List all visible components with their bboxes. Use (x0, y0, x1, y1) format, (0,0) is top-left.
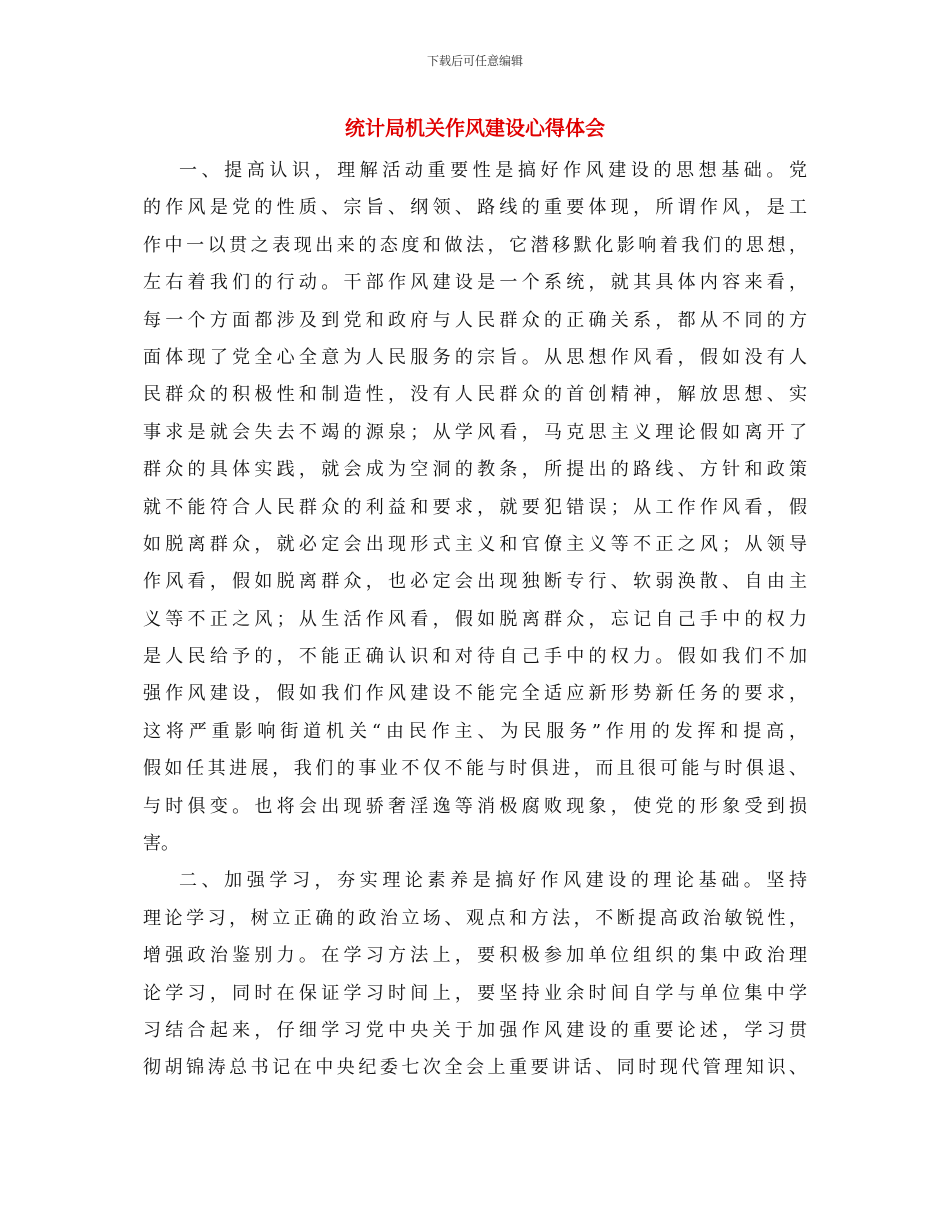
text-line: 理论学习，树立正确的政治立场、观点和方法，不断提高政治敏锐性， (143, 907, 807, 929)
text-line: 作中一以贯之表现出来的态度和做法，它潜移默化影响着我们的思想， (143, 234, 807, 256)
text-line: 习结合起来，仔细学习党中央关于加强作风建设的重要论述，学习贯 (143, 1019, 807, 1041)
document-body (143, 152, 807, 1087)
text-line: 义等不正之风；从生活作风看，假如脱离群众，忘记自己手中的权力 (143, 608, 807, 630)
text-line: 论学习，同时在保证学习时间上，要坚持业余时间自学与单位集中学 (143, 982, 807, 1004)
text-line: 如脱离群众，就必定会出现形式主义和官僚主义等不正之风；从领导 (143, 533, 807, 555)
text-line: 左右着我们的行动。干部作风建设是一个系统，就其具体内容来看， (143, 272, 807, 294)
text-line: 事求是就会失去不竭的源泉；从学风看，马克思主义理论假如离开了 (143, 421, 807, 443)
text-line: 这将严重影响街道机关“由民作主、为民服务”作用的发挥和提高， (143, 720, 807, 742)
text-line: 民群众的积极性和制造性，没有人民群众的首创精神，解放思想、实 (143, 384, 807, 406)
text-line: 作风看，假如脱离群众，也必定会出现独断专行、软弱涣散、自由主 (143, 571, 807, 593)
text-line: 是人民给予的，不能正确认识和对待自己手中的权力。假如我们不加 (143, 646, 807, 668)
text-line: 增强政治鉴别力。在学习方法上，要积极参加单位组织的集中政治理 (143, 945, 807, 967)
text-line: 群众的具体实践，就会成为空洞的教条，所提出的路线、方针和政策 (143, 459, 807, 481)
header-note: 下载后可任意编辑 (426, 54, 523, 68)
text-line: 与时俱变。也将会出现骄奢淫逸等消极腐败现象，使党的形象受到损 (143, 795, 807, 817)
text-line: 害。 (143, 833, 179, 855)
text-line: 彻胡锦涛总书记在中央纪委七次全会上重要讲话、同时现代管理知识、 (143, 1057, 807, 1079)
text-line: 强作风建设，假如我们作风建设不能完全适应新形势新任务的要求， (143, 683, 807, 705)
text-line: 每一个方面都涉及到党和政府与人民群众的正确关系，都从不同的方 (143, 309, 807, 331)
text-line: 二、加强学习，夯实理论素养是搞好作风建设的理论基础。坚持 (179, 870, 807, 892)
document-title: 统计局机关作风建设心得体会 (345, 116, 605, 140)
text-line: 就不能符合人民群众的利益和要求，就要犯错误；从工作作风看，假 (143, 496, 807, 518)
text-line: 的作风是党的性质、宗旨、纲领、路线的重要体现，所谓作风，是工 (143, 197, 807, 219)
text-line: 假如任其进展，我们的事业不仅不能与时俱进，而且很可能与时俱退、 (143, 758, 807, 780)
text-line: 面体现了党全心全意为人民服务的宗旨。从思想作风看，假如没有人 (143, 346, 807, 368)
text-line: 一、提高认识，理解活动重要性是搞好作风建设的思想基础。党 (179, 160, 807, 181)
paragraph-1 (143, 152, 807, 862)
paragraph-2 (143, 862, 807, 1086)
